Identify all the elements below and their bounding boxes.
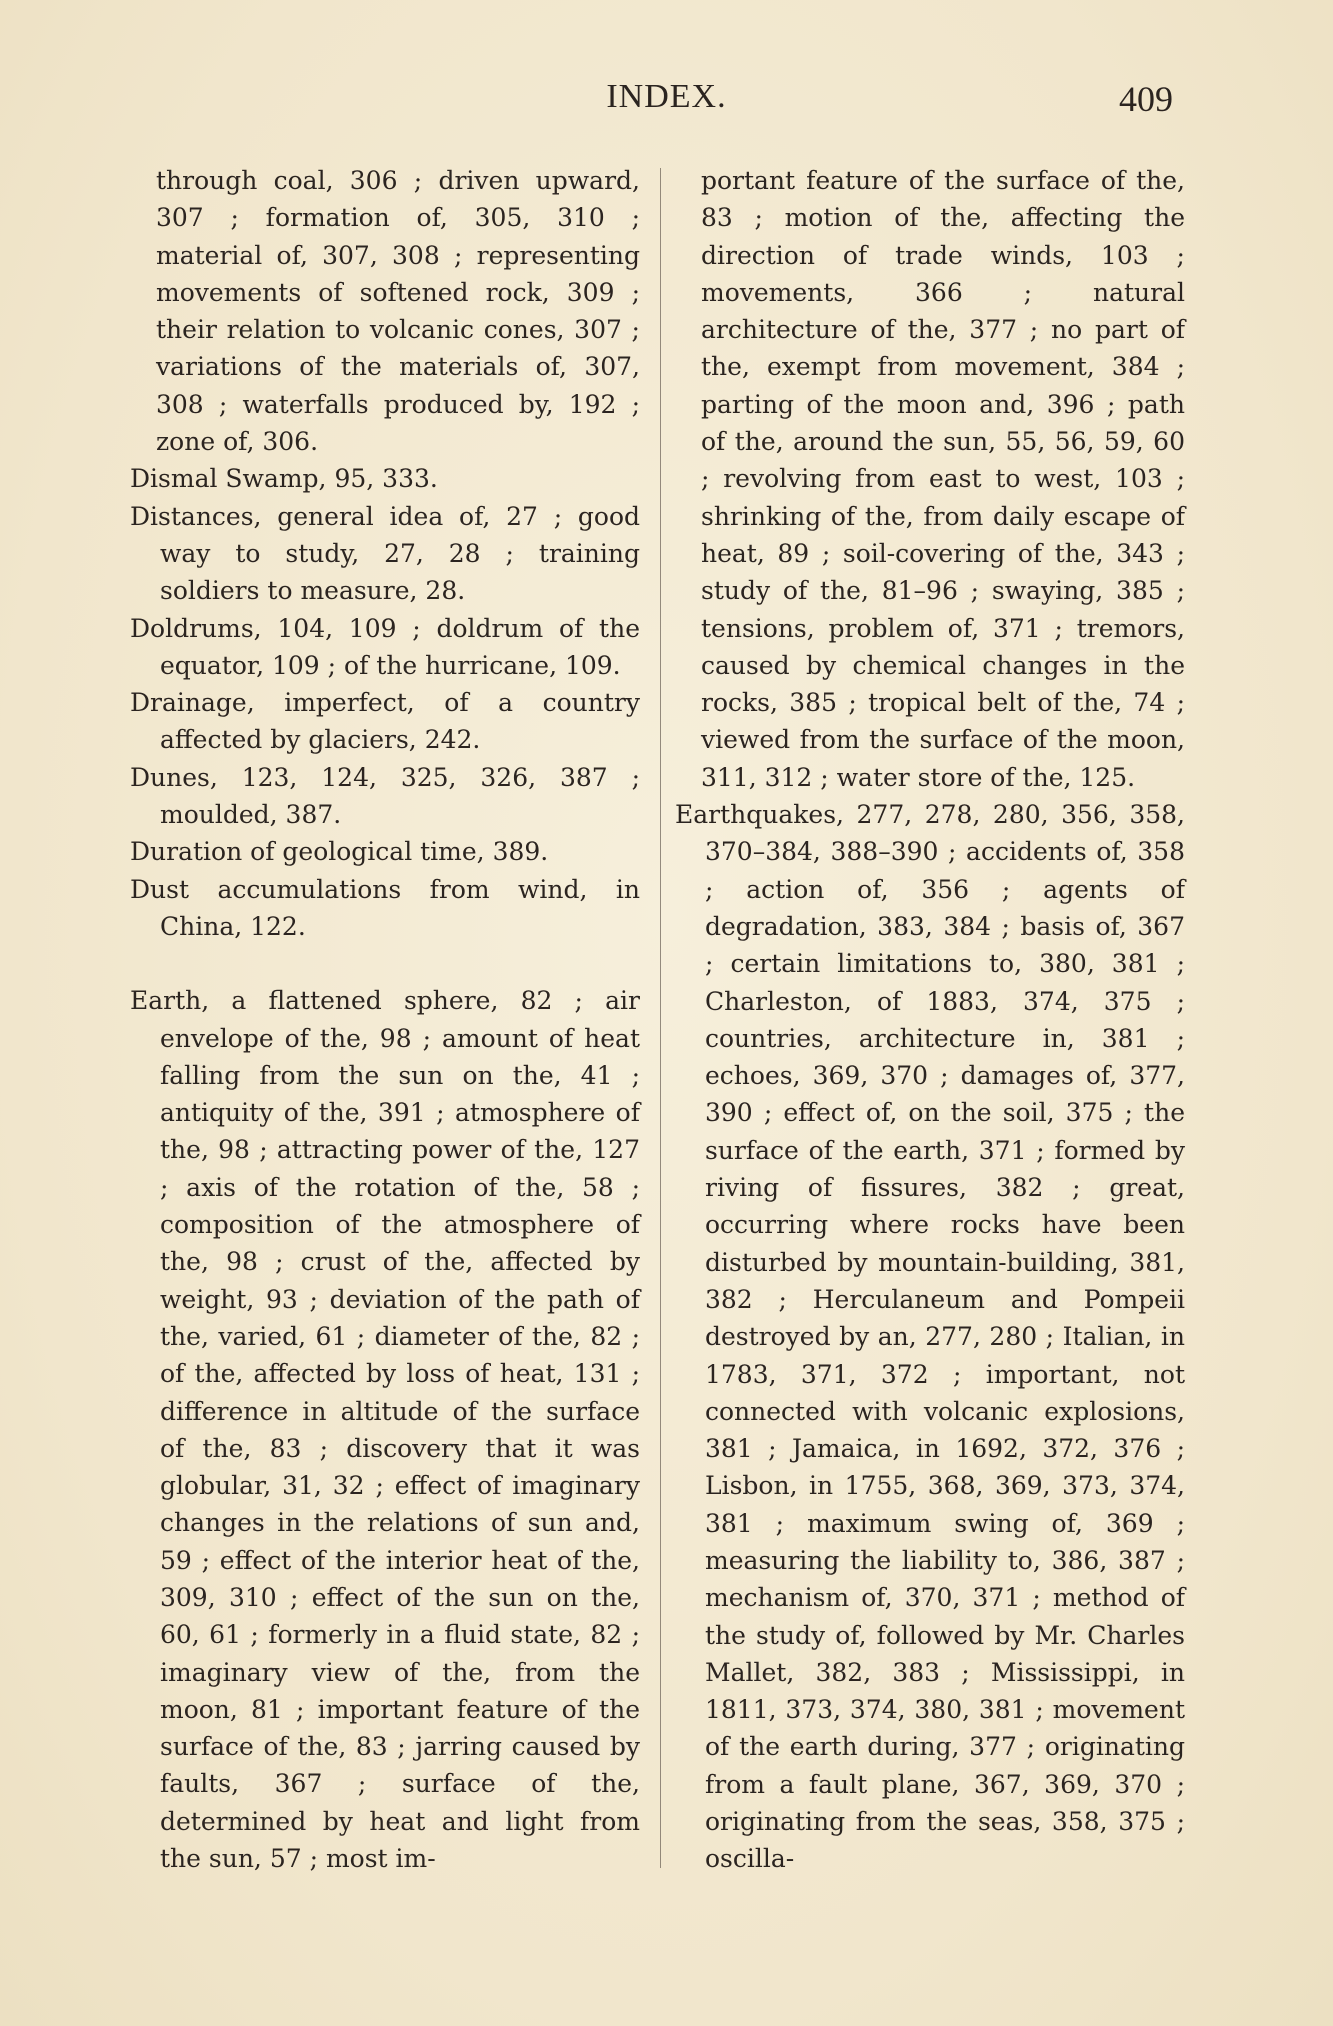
index-entry: Dunes, 123, 124, 325, 326, 387 ; moulded, 387. bbox=[130, 762, 640, 830]
page-header-title: INDEX. bbox=[606, 78, 727, 115]
index-entry-continuation: portant feature of the surface of the, 83 ; motion of the, affecting the direction of trade winds, 103 ; movements, 366 ; natural architecture of the, 377 ; no part of the, exempt from movement, 384 ; parting of the moon and, 396 ; path of the, around the sun, 55, 56, 59, 60 ; revolving from east to west, 103 ; shrinking of the, from daily escape of heat, 89 ; soil-covering of the, 343 ; study of the, 81–96 ; swaying, 385 ; tensions, problem of, 371 ; tremors, caused by chemical changes in the rocks, 385 ; tropical belt of the, 74 ; viewed from the surface of the moon, 311, 312 ; water store of the, 125. bbox=[701, 166, 1185, 792]
index-entry-earthquakes: Earthquakes, 277, 278, 280, 356, 358, 370–384, 388–390 ; accidents of, 358 ; action of, 356 ; agents of degradation, 383, 384 ; basis of, 367 ; certain limitations to, 380, 381 ; Charleston, of 1883, 374, 375 ; countries, architecture in, 381 ; echoes, 369, 370 ; damages of, 377, 390 ; effect of, on the soil, 375 ; the surface of the earth, 371 ; formed by riving of fissures, 382 ; great, occurring where rocks have been disturbed by mountain-building, 381, 382 ; Herculaneum and Pompeii destroyed by an, 277, 280 ; Italian, in 1783, 371, 372 ; important, not connected with volcanic explosions, 381 ; Jamaica, in 1692, 372, 376 ; Lisbon, in 1755, 368, 369, 373, 374, 381 ; maximum swing of, 369 ; measuring the liability to, 386, 387 ; mechanism of, 370, 371 ; method of the study of, followed by Mr. Charles Mallet, 382, 383 ; Mississippi, in 1811, 373, 374, 380, 381 ; movement of the earth during, 377 ; originating from a fault plane, 367, 369, 370 ; originating from the seas, 358, 375 ; oscilla- bbox=[675, 800, 1185, 1874]
page-number: 409 bbox=[1119, 79, 1173, 119]
index-entry-earth: Earth, a flattened sphere, 82 ; air envelope of the, 98 ; amount of heat falling from the sun on the, 41 ; antiquity of the, 391 ; atmosphere of the, 98 ; attracting power of the, 127 ; axis of the rotation of the, 58 ; composition of the atmosphere of the, 98 ; crust of the, affected by weight, 93 ; deviation of the path of the, varied, 61 ; diameter of the, 82 ; of the, affected by loss of heat, 131 ; difference in altitude of the surface of the, 83 ; discovery that it was globular, 31, 32 ; effect of imaginary changes in the relations of sun and, 59 ; effect of the interior heat of the, 309, 310 ; effect of the sun on the, 60, 61 ; formerly in a fluid state, 82 ; imaginary view of the, from the moon, 81 ; important feature of the surface of the, 83 ; jarring caused by faults, 367 ; surface of the, determined by heat and light from the sun, 57 ; most im- bbox=[130, 986, 640, 1874]
column-divider bbox=[660, 168, 661, 1868]
index-entry: Drainage, imperfect, of a country affected by glaciers, 242. bbox=[130, 688, 640, 755]
index-entry-continuation: through coal, 306 ; driven upward, 307 ; formation of, 305, 310 ; material of, 307, 308 ; representing movements of softened rock, 309 ; their relation to volcanic cones, 307 ; variations of the materials of, 307, 308 ; waterfalls produced by, 192 ; zone of, 306. bbox=[156, 166, 640, 457]
right-column bbox=[675, 162, 1185, 1878]
index-entry: Dismal Swamp, 95, 333. bbox=[130, 464, 438, 494]
index-entry: Doldrums, 104, 109 ; doldrum of the equator, 109 ; of the hurricane, 109. bbox=[130, 613, 640, 680]
index-entry: Duration of geological time, 389. bbox=[130, 837, 549, 867]
left-column bbox=[130, 162, 640, 1877]
index-entry: Dust accumulations from wind, in China, 122. bbox=[130, 874, 640, 941]
section-gap bbox=[130, 945, 640, 982]
index-entry: Distances, general idea of, 27 ; good way to study, 27, 28 ; training soldiers to measure, 28. bbox=[130, 501, 640, 606]
